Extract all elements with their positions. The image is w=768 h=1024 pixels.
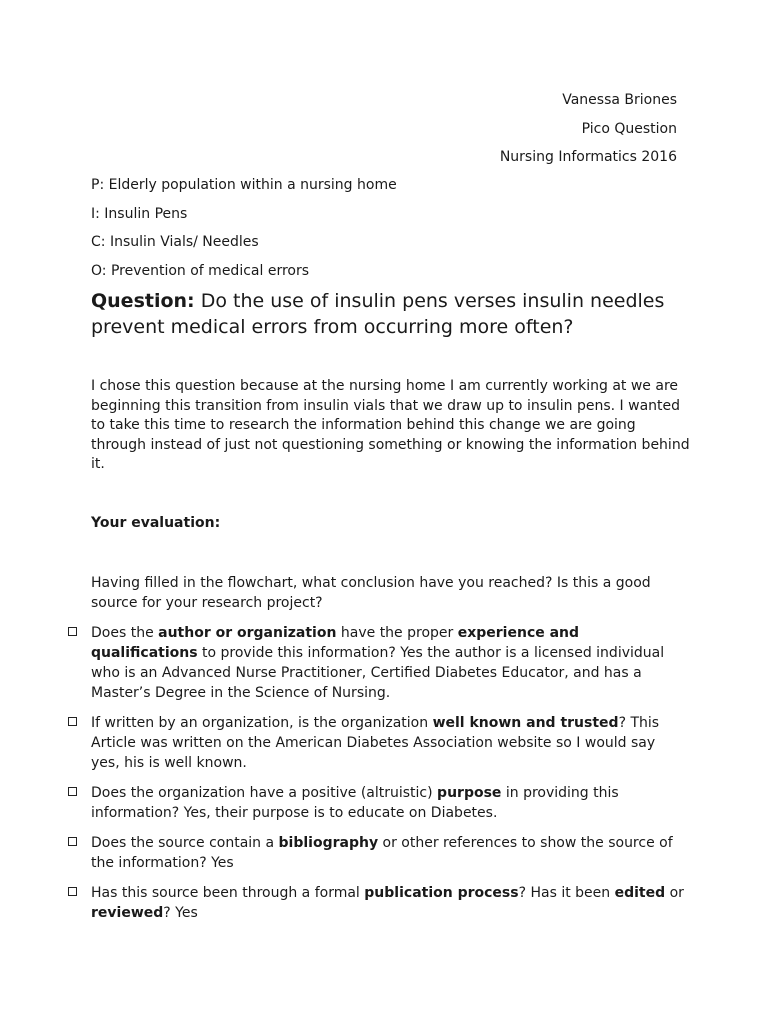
rationale-paragraph: I chose this question because at the nursing home I am currently working at we are beginning this transition from insulin vials that we draw up to insulin pens. I wanted to take this time to research the information behind this change we are going through instead of just not questioning something or knowing the information behind it.	[91, 378, 690, 472]
pico-population: P: Elderly population within a nursing home	[91, 177, 397, 193]
pico-outcome: O: Prevention of medical errors	[91, 262, 310, 279]
checkbox-icon[interactable]	[68, 717, 77, 726]
research-question	[91, 288, 691, 340]
checklist-item-text: Does the source contain a bibliography or other references to show the source of the information? Yes	[91, 835, 673, 871]
checklist-item-text: If written by an organization, is the organization well known and trusted? This Article was written on the American Diabetes Association website so I would say yes, his is well known.	[91, 715, 660, 771]
pico-list	[91, 175, 397, 289]
document-title: Pico Question	[581, 120, 677, 137]
course-name: Nursing Informatics 2016	[499, 149, 677, 165]
pico-intervention: I: Insulin Pens	[91, 205, 188, 222]
question-text: Do the use of insulin pens verses insulin needles prevent medical errors from occurring more often?	[91, 290, 665, 338]
checkbox-icon[interactable]	[68, 887, 77, 896]
author-name: Vanessa Briones	[562, 92, 677, 108]
evaluation-heading: Your evaluation:	[91, 515, 221, 531]
checkbox-icon[interactable]	[68, 627, 77, 636]
checklist-item-text: Does the author or organization have the proper experience and qualifications to provide this information? Yes the author is a licensed individual who is an Advanced Nurse Practitioner, Certified Diabetes Educator, and has a Master’s Degree in the Science of Nursing.	[91, 625, 665, 701]
question-label: Question:	[91, 290, 195, 312]
evaluation-prompt: Having filled in the flowchart, what conclusion have you reached? Is this a good source for your research project?	[91, 575, 651, 611]
pico-comparison: C: Insulin Vials/ Needles	[91, 234, 259, 250]
checklist-item-text: Has this source been through a formal publication process? Has it been edited or reviewed? Yes	[91, 885, 684, 921]
checklist-item-text: Does the organization have a positive (altruistic) purpose in providing this information? Yes, their purpose is to educate on Diabetes.	[91, 785, 619, 821]
document-header	[500, 90, 677, 176]
checkbox-icon[interactable]	[68, 787, 77, 796]
checkbox-icon[interactable]	[68, 837, 77, 846]
